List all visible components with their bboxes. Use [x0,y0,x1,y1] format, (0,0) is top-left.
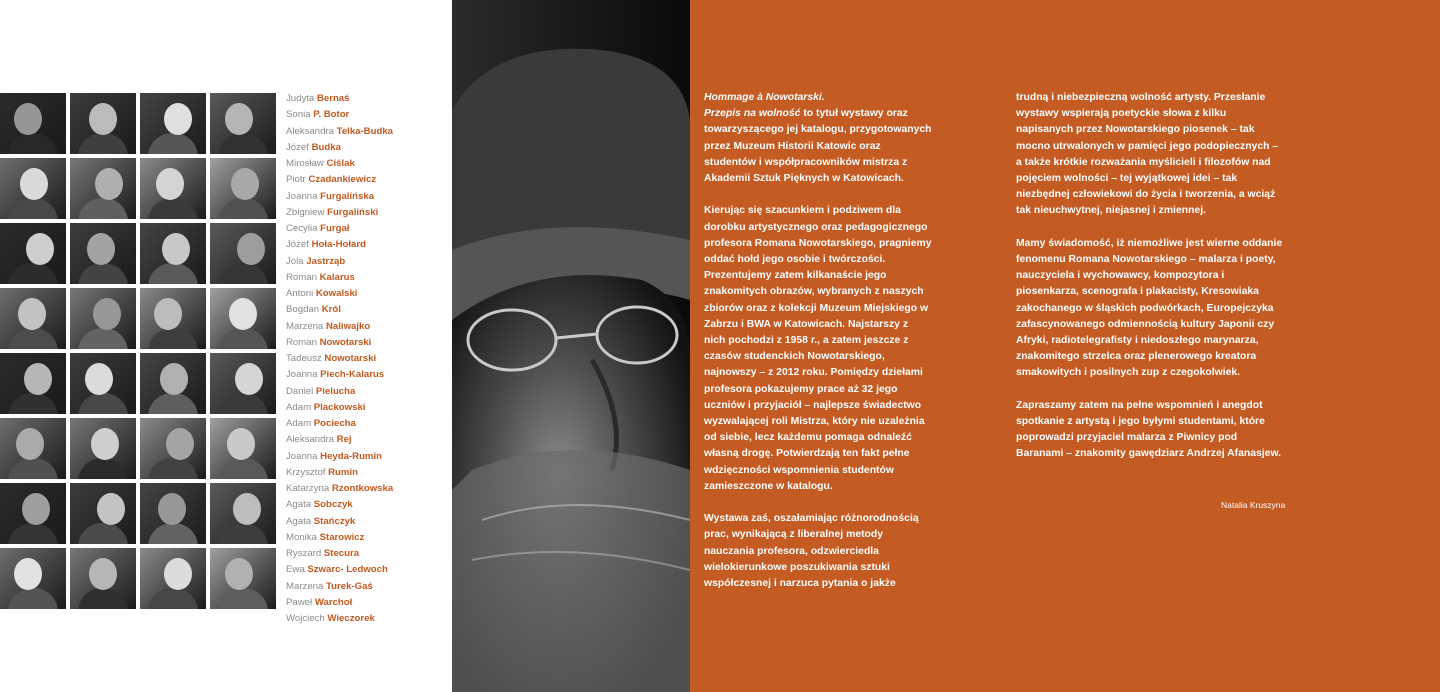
last-name: P. Botor [313,109,350,121]
contributor-name [286,189,393,205]
last-name: Telka-Budka [336,125,394,137]
paragraph-3: Wystawa zaś, oszałamiając różnorodnością prac, wynikającą z liberalnej metody nauczania profesora, odzwierciedla wielokierunkowe poszukiwania sztuki współczesnej i narzuca pytania o jakże [704,513,919,590]
first-name: Tadeusz [286,353,322,364]
first-name: Aleksandra [286,434,334,446]
contributor-name [286,562,393,578]
contributor-name [286,156,393,172]
last-name: Kalarus [319,271,355,283]
first-name: Daniel [286,385,314,397]
contributor-names-list [286,91,393,627]
contributor-photo [210,353,276,414]
text-panel [690,0,1440,692]
last-name: Hoła-Hołard [311,239,366,251]
first-name: Wojciech [286,613,325,624]
last-name: Plackowski [313,401,366,413]
first-name: Marzena [286,320,324,332]
contributor-name [286,205,393,221]
contributor-name [286,335,393,351]
contributor-photo [70,548,136,609]
last-name: Bernaś [316,93,350,104]
first-name: Adam [286,401,312,413]
first-name: Jola [286,255,304,267]
first-name: Paweł [286,596,313,608]
first-name: Cecylia [286,223,318,234]
contributor-photo [210,158,276,219]
contributor-photo [0,548,66,609]
first-name: Zbigniew [286,206,325,218]
first-name: Joanna [286,190,318,202]
last-name: Stańczyk [313,515,356,527]
contributor-name [286,497,393,513]
contributor-name [286,546,393,562]
contributor-photo [210,418,276,479]
first-name: Katarzyna [286,483,330,494]
contributor-photo [0,353,66,414]
contributor-photo [70,288,136,349]
contributor-photo [70,483,136,544]
last-name: Furgaliński [327,206,379,218]
last-name: Kowalski [315,288,358,299]
contributor-name [286,351,393,367]
contributor-name [286,172,393,188]
contributor-photo [70,418,136,479]
contributor-name [286,319,393,335]
last-name: Budka [311,141,341,153]
contributor-photo [210,288,276,349]
last-name: Stecura [323,548,360,559]
first-name: Józef [286,141,309,153]
first-name: Roman [286,271,317,283]
contributor-name [286,302,393,318]
first-name: Bogdan [286,304,320,316]
first-name: Adam [286,418,312,429]
first-name: Joanna [286,450,318,462]
contributor-photo [0,223,66,284]
contributor-photo [70,158,136,219]
first-name: Roman [286,336,317,348]
contributor-name [286,530,393,546]
last-name: Nowotarski [324,353,377,364]
contributor-photo [70,223,136,284]
paragraph-6: Zapraszamy zatem na pełne wspomnień i anegdot spotkanie z artystą i jego byłymi studentami, które poprowadzi przyjaciel malarza z Piwnicy pod Baranami – znakomity gawędziarz Andrzej Afanasjew. [1016,399,1282,460]
last-name: Wieczorek [327,613,375,624]
portrait-image [452,0,690,692]
first-name: Antoni [286,288,314,299]
contributors-panel [0,0,452,692]
last-name: Starowicz [319,531,365,543]
last-name: Rumin [328,466,358,478]
last-name: Piech-Kalarus [320,369,385,381]
first-name: Joanna [286,369,318,381]
last-name: Rej [336,434,352,446]
contributor-photo [210,223,276,284]
last-name: Nowotarski [319,336,372,348]
last-name: Sobczyk [313,499,353,511]
contributor-photo-grid [0,93,276,609]
last-name: Czadankiewicz [308,174,377,186]
first-name: Judyta [286,93,315,104]
contributor-photo [0,288,66,349]
contributor-photo [70,93,136,154]
last-name: Turek-Gaś [326,580,373,592]
first-name: Ewa [286,564,305,576]
contributor-name [286,221,393,237]
contributor-name [286,237,393,253]
contributor-photo [0,158,66,219]
contributor-name [286,465,393,481]
contributor-photo [140,548,206,609]
contributor-name [286,611,393,627]
title-line-1: Hommage à Nowotarski. [704,92,825,103]
first-name: Marzena [286,580,324,592]
contributor-photo [140,353,206,414]
contributor-name [286,595,393,611]
first-name: Mirosław [286,158,324,169]
contributor-photo [210,548,276,609]
contributor-name [286,449,393,465]
first-name: Aleksandra [286,125,334,137]
contributor-name [286,432,393,448]
contributor-name [286,270,393,286]
last-name: Ciślak [326,158,355,169]
title-line-2: Przepis na wolność [704,108,801,120]
portrait-photo [452,0,690,692]
contributor-photo [140,483,206,544]
contributor-name [286,481,393,497]
first-name: Monika [286,531,317,543]
contributor-name [286,91,393,107]
contributor-name [286,579,393,595]
contributor-name [286,107,393,123]
signature: Natalia Kruszyna [1221,500,1286,510]
last-name: Pociecha [313,418,356,429]
contributor-photo [70,353,136,414]
contributor-photo [140,93,206,154]
contributor-photo [0,93,66,154]
contributor-name [286,400,393,416]
last-name: Heyda-Rumin [320,450,382,462]
first-name: Agata [286,515,312,527]
contributor-photo [210,483,276,544]
intro-text: to tytuł wystawy oraz towarzyszącego jej katalogu, przygotowanych przez Muzeum Historii Katowic oraz studentów i współpracowników mistrza z Akademii Sztuk Pięknych w Katowicach. [704,108,932,185]
paragraph-4: trudną i niebezpieczną wolność artysty. Przesłanie wystawy wspierają poetyckie słowa z kilku napisanych przez Nowotarskiego piosenek – tak mocno utrwalonych w pamięci jego podopiecznych – a także krótkie rozważania myślicieli i filozofów nad pojęciem wolności – tej wyjątkowej idei – tak niezbędnej człowiekowi do życia i tworzenia, a wciąż tak nieuchwytnej, niejasnej i zmiennej. [1016,92,1279,217]
first-name: Piotr [286,174,306,186]
last-name: Furgalińska [320,190,375,202]
last-name: Szwarc- Ledwoch [307,564,388,576]
paragraph-2: Kierując się szacunkiem i podziwem dla dorobku artystycznego oraz pedagogicznego profesora Romana Nowotarskiego, pragniemy oddać hołd jego osobie i twórczości. Prezentujemy zatem kilkanaście jego znakomitych obrazów, wybranych z naszych zbiorów oraz z kolekcji Muzeum Miejskiego w Zabrzu i BWA w Katowicach. Najstarszy z nich pochodzi z 1958 r., a zatem jeszcze z czasów studenckich Nowotarskiego, najnowszy – z 2012 roku. Pomiędzy dziełami profesora pokazujemy prace aż 32 jego uczniów i przyjaciół – najlepsze świadectwo wyzwalającej roli Mistrza, który nie uzależnia od siebie, lecz każdemu pomaga odnaleźć własną drogę. Potwierdzają ten fakt pełne wdzięczności wspomnienia studentów zamieszczone w katalogu. [704,205,932,492]
first-name: Krzysztof [286,466,326,478]
contributor-photo [140,158,206,219]
last-name: Rzontkowska [331,483,394,494]
contributor-photo [140,418,206,479]
contributor-photo [0,483,66,544]
last-name: Naliwajko [326,320,371,332]
first-name: Sonia [286,109,311,121]
contributor-name [286,254,393,270]
contributor-name [286,416,393,432]
contributor-photo [0,418,66,479]
text-column-1 [704,90,932,608]
paragraph-5: Mamy świadomość, iż niemożliwe jest wierne oddanie fenomenu Romana Nowotarskiego – malarza i poety, nauczyciela i wychowawcy, kompozytora i piosenkarza, scenografa i plakacisty, Kresowiaka zakochanego w śląskich podwórkach, Europejczyka zafascynowanego odmiennością kultury Japonii czy Afryki, radiotelegrafisty i niedoszłego marynarza, znakomitego strzelca oraz plenerowego kreatora smakowitych i posilnych zup z czegokolwiek. [1016,237,1283,379]
contributor-name [286,140,393,156]
first-name: Agata [286,499,312,511]
last-name: Pielucha [315,385,356,397]
first-name: Ryszard [286,548,322,559]
intro-paragraph [704,90,932,187]
last-name: Furgał [320,223,350,234]
contributor-name [286,124,393,140]
contributor-name [286,367,393,383]
contributor-photo [140,223,206,284]
text-column-2 [1016,90,1286,479]
last-name: Jastrząb [306,255,346,267]
last-name: Warchoł [314,596,353,608]
contributor-name [286,514,393,530]
contributor-photo [140,288,206,349]
contributor-name [286,286,393,302]
last-name: Król [321,304,341,316]
contributor-name [286,384,393,400]
contributor-photo [210,93,276,154]
first-name: Józef [286,239,309,251]
